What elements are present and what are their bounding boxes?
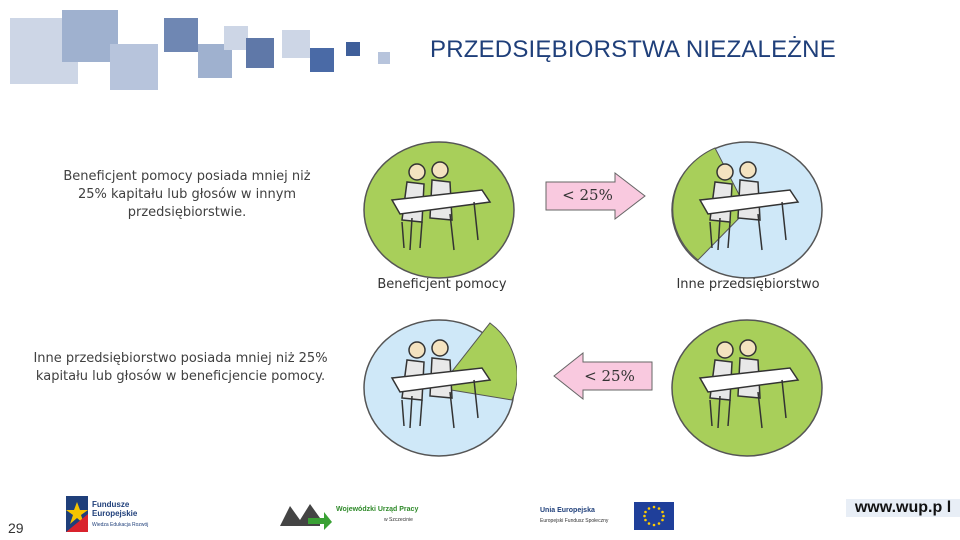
eu-line2: Europejski Fundusz Społeczny [540, 518, 609, 524]
row1-description: Beneficjent pomocy posiada mniej niż 25% kapitału lub głosów w innym przedsiębiorstwie. [63, 169, 311, 220]
fe-line1: Fundusze [92, 500, 130, 509]
beneficiary-caption: Beneficjent pomocy [377, 277, 507, 292]
beneficiary-circle [362, 140, 517, 280]
beneficiary-circle-2 [362, 318, 517, 458]
row2-description: Inne przedsiębiorstwo posiada mniej niż 25% kapitału lub głosów w beneficjencie pomocy. [33, 351, 328, 384]
slide-title: PRZEDSIĘBIORSTWA NIEZALEŻNE [430, 36, 836, 63]
fe-line3: Wiedza Edukacja Rozwój [92, 522, 149, 528]
fe-logo-icon [66, 496, 88, 532]
page-number: 29 [8, 520, 24, 536]
eu-logo [536, 502, 676, 532]
row1-arrow-label: < 25% [562, 186, 613, 204]
fe-line2: Europejskie [92, 509, 138, 518]
other-company-caption: Inne przedsiębiorstwo [676, 277, 820, 292]
wup-logo [280, 500, 430, 530]
other-company-circle-2 [670, 318, 825, 458]
wup-logo-icon [280, 500, 332, 530]
row2-arrow-label: < 25% [584, 367, 635, 385]
website-link[interactable]: www.wup.p l [846, 499, 960, 517]
eu-line1: Unia Europejska [540, 507, 595, 514]
wup-line1: Wojewódzki Urząd Pracy [336, 506, 419, 513]
wup-line2: w Szczecinie [384, 517, 413, 523]
fundusze-europejskie-logo [66, 496, 176, 532]
other-company-circle [670, 140, 825, 280]
eu-flag-icon [634, 502, 674, 530]
